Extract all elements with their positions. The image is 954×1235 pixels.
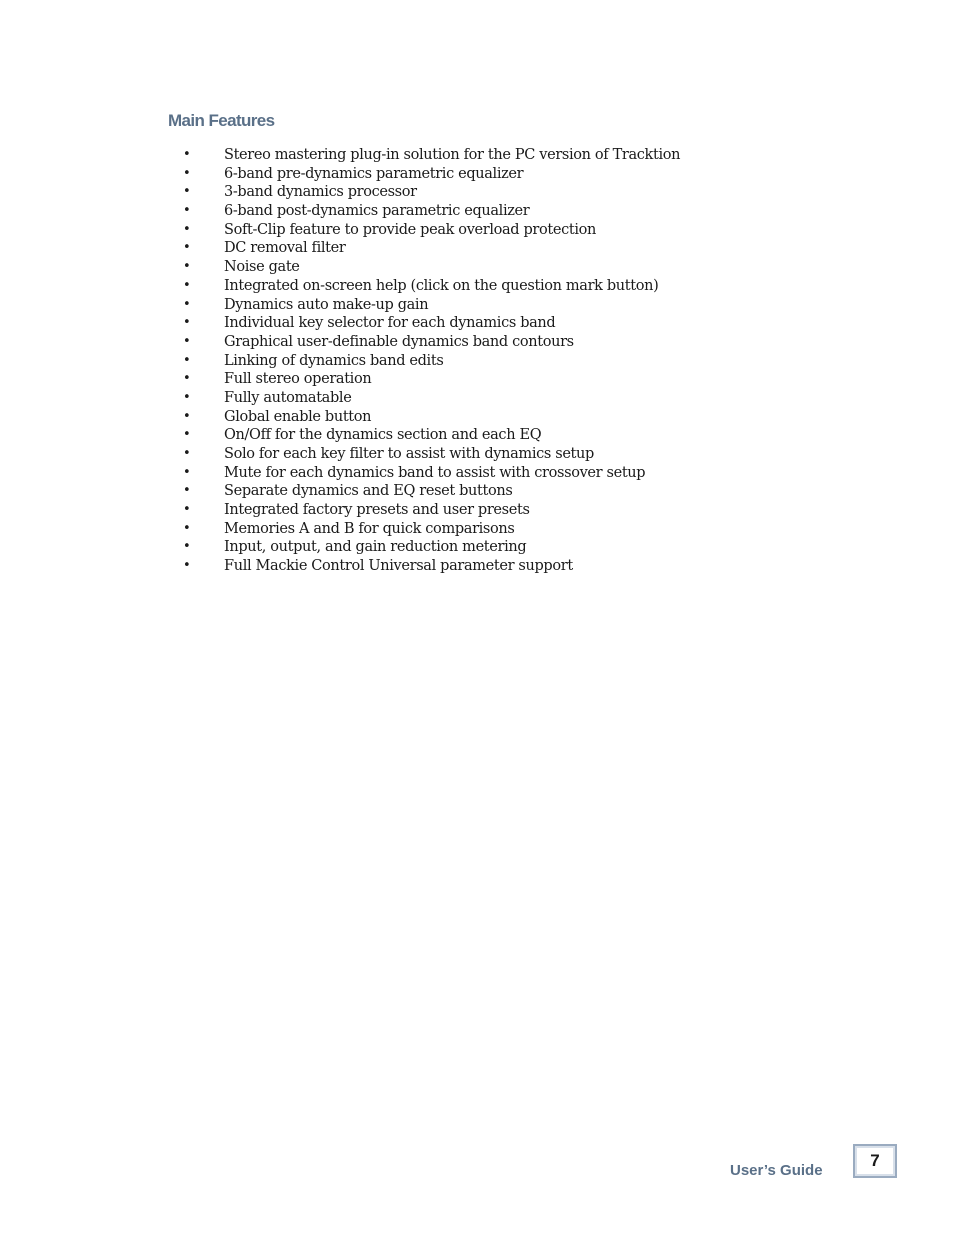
list-item-text: 6-band pre-dynamics parametric equalizer	[224, 165, 524, 182]
list-item-text: Soft-Clip feature to provide peak overload protection	[224, 221, 597, 238]
bullet-icon: •	[183, 389, 191, 405]
list-item	[0, 464, 800, 483]
list-item-text: Global enable button	[224, 408, 372, 425]
list-item-text: Full stereo operation	[224, 371, 372, 388]
list-item	[0, 314, 800, 333]
list-item-text: Fully automatable	[224, 389, 352, 406]
feature-list	[0, 146, 800, 576]
section-title: Main Features	[168, 111, 275, 130]
list-item	[0, 426, 800, 445]
list-item	[0, 183, 800, 202]
list-item	[0, 389, 800, 408]
bullet-icon: •	[183, 333, 191, 349]
list-item	[0, 482, 800, 501]
list-item-text: 3-band dynamics processor	[224, 184, 417, 201]
list-item	[0, 370, 800, 389]
bullet-icon: •	[183, 277, 191, 293]
footer-guide-label: User’s Guide	[730, 1162, 823, 1179]
page-number: 7	[870, 1151, 880, 1170]
list-item-text: Individual key selector for each dynamics band	[224, 315, 556, 332]
bullet-icon: •	[183, 296, 191, 312]
bullet-icon: •	[183, 446, 191, 461]
bullet-icon: •	[183, 352, 191, 368]
bullet-icon: •	[183, 203, 191, 219]
list-item-text: DC removal filter	[224, 240, 346, 257]
list-item-text: Separate dynamics and EQ reset buttons	[224, 483, 513, 500]
list-item-text: Integrated on-screen help (click on the question mark button)	[224, 277, 659, 294]
bullet-icon: •	[183, 221, 191, 237]
list-item-text: Graphical user-definable dynamics band contours	[224, 333, 574, 350]
list-item	[0, 258, 800, 277]
list-item-text: Linking of dynamics band edits	[224, 352, 444, 369]
bullet-icon: •	[183, 165, 191, 181]
list-item	[0, 202, 800, 221]
list-item	[0, 501, 800, 520]
list-item-text: Mute for each dynamics band to assist with crossover setup	[224, 464, 646, 481]
bullet-icon: •	[183, 240, 191, 256]
bullet-icon: •	[183, 371, 191, 387]
bullet-icon: •	[183, 483, 191, 499]
bullet-icon: •	[183, 502, 191, 518]
list-item	[0, 445, 800, 464]
bullet-icon: •	[183, 408, 191, 424]
list-item	[0, 239, 800, 258]
page-number-box	[853, 1144, 897, 1178]
list-item-text: Noise gate	[224, 259, 300, 276]
list-item	[0, 538, 800, 557]
list-item-text: Integrated factory presets and user presets	[224, 502, 530, 519]
list-item	[0, 296, 800, 315]
list-item-text: Memories A and B for quick comparisons	[224, 520, 515, 537]
list-item-text: Input, output, and gain reduction metering	[224, 539, 527, 556]
bullet-icon: •	[183, 427, 191, 443]
list-item-text: Full Mackie Control Universal parameter support	[224, 558, 573, 575]
bullet-icon: •	[183, 520, 191, 536]
list-item	[0, 520, 800, 539]
list-item	[0, 408, 800, 427]
list-item	[0, 352, 800, 371]
list-item-text: Dynamics auto make-up gain	[224, 296, 429, 313]
list-item	[0, 146, 800, 165]
list-item	[0, 333, 800, 352]
bullet-icon: •	[183, 558, 191, 574]
list-item-text: 6-band post-dynamics parametric equalizer	[224, 203, 530, 220]
list-item-text: Stereo mastering plug-in solution for the PC version of Tracktion	[224, 147, 681, 163]
bullet-icon: •	[183, 315, 191, 331]
list-item	[0, 165, 800, 184]
list-item-text: Solo for each key filter to assist with dynamics setup	[224, 446, 594, 462]
list-item	[0, 221, 800, 240]
list-item	[0, 557, 800, 576]
bullet-icon: •	[183, 464, 191, 480]
bullet-icon: •	[183, 539, 191, 555]
bullet-icon: •	[183, 184, 191, 200]
list-item-text: On/Off for the dynamics section and each EQ	[224, 427, 542, 444]
list-item	[0, 277, 800, 296]
bullet-icon: •	[183, 259, 191, 275]
bullet-icon: •	[183, 147, 191, 162]
